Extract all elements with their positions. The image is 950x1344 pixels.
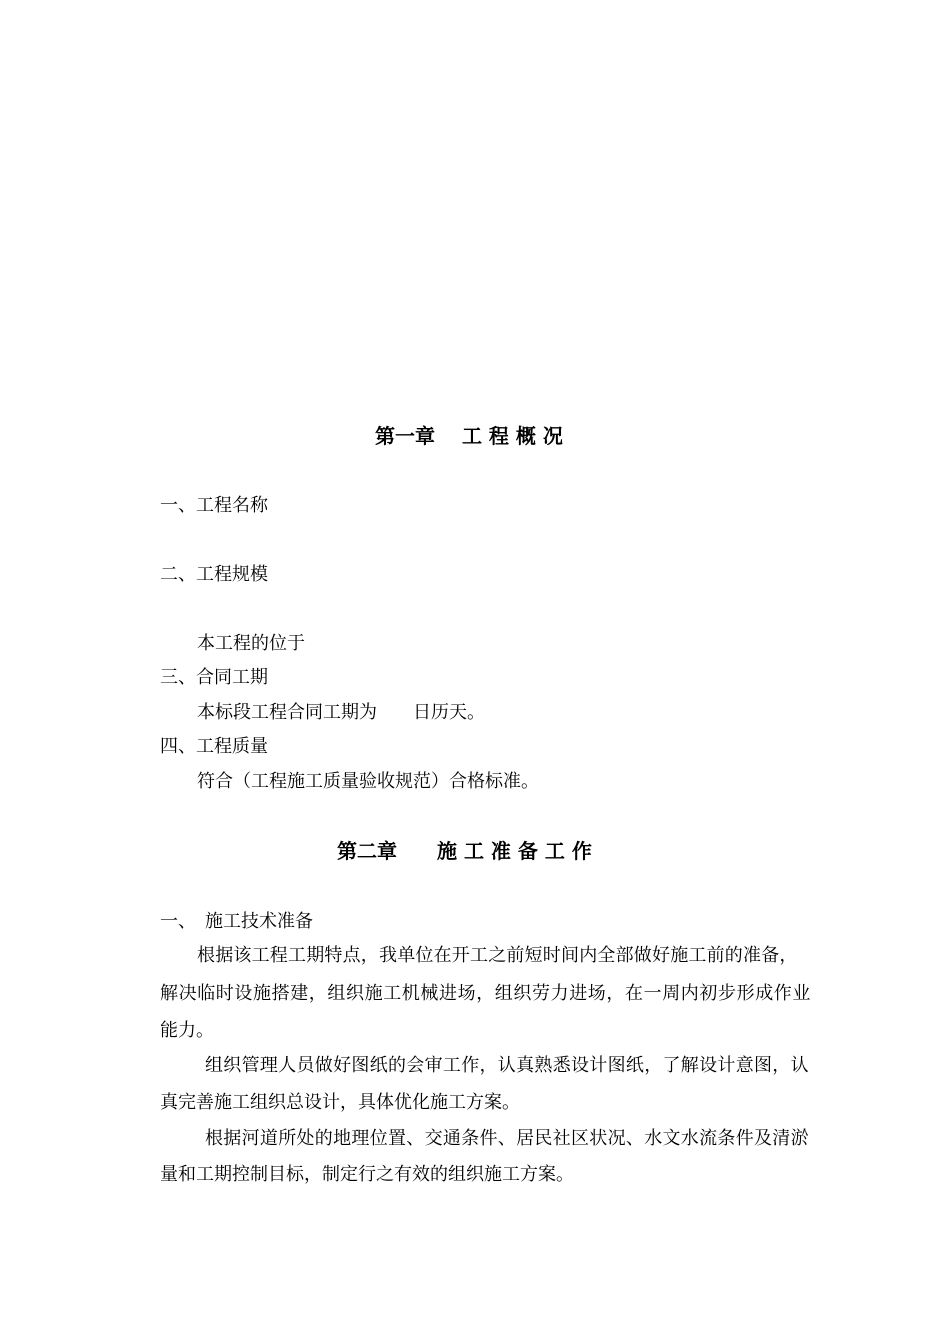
paragraph-2-line-1: 组织管理人员做好图纸的会审工作，认真熟悉设计图纸，了解设计意图，认	[205, 1055, 809, 1076]
quality-text: 符合（工程施工质量验收规范）合格标准。	[197, 771, 539, 792]
paragraph-1-line-1: 根据该工程工期特点，我单位在开工之前短时间内全部做好施工前的准备，	[197, 945, 798, 966]
chapter-2-title: 第二章 施 工 准 备 工 作	[337, 839, 592, 863]
paragraph-1-line-3: 能力。	[160, 1020, 214, 1041]
paragraph-3-line-2: 量和工期控制目标，制定行之有效的组织施工方案。	[160, 1164, 574, 1185]
chapter-1-title: 第一章 工 程 概 况	[375, 424, 563, 448]
section-heading-tech-prep: 一、 施工技术准备	[160, 911, 313, 932]
paragraph-2-line-2: 真完善施工组织总设计，具体优化施工方案。	[160, 1092, 520, 1113]
paragraph-1-line-2: 解决临时设施搭建，组织施工机械进场，组织劳力进场，在一周内初步形成作业	[160, 983, 811, 1004]
section-heading-project-name: 一、工程名称	[160, 495, 268, 516]
contract-period-text: 本标段工程合同工期为 日历天。	[197, 702, 485, 723]
section-heading-project-scale: 二、工程规模	[160, 564, 268, 585]
paragraph-3-line-1: 根据河道所处的地理位置、交通条件、居民社区状况、水文水流条件及清淤	[205, 1128, 809, 1149]
project-scale-text: 本工程的位于	[197, 633, 305, 654]
section-heading-contract-period: 三、合同工期	[160, 667, 268, 688]
section-heading-quality: 四、工程质量	[160, 736, 268, 757]
